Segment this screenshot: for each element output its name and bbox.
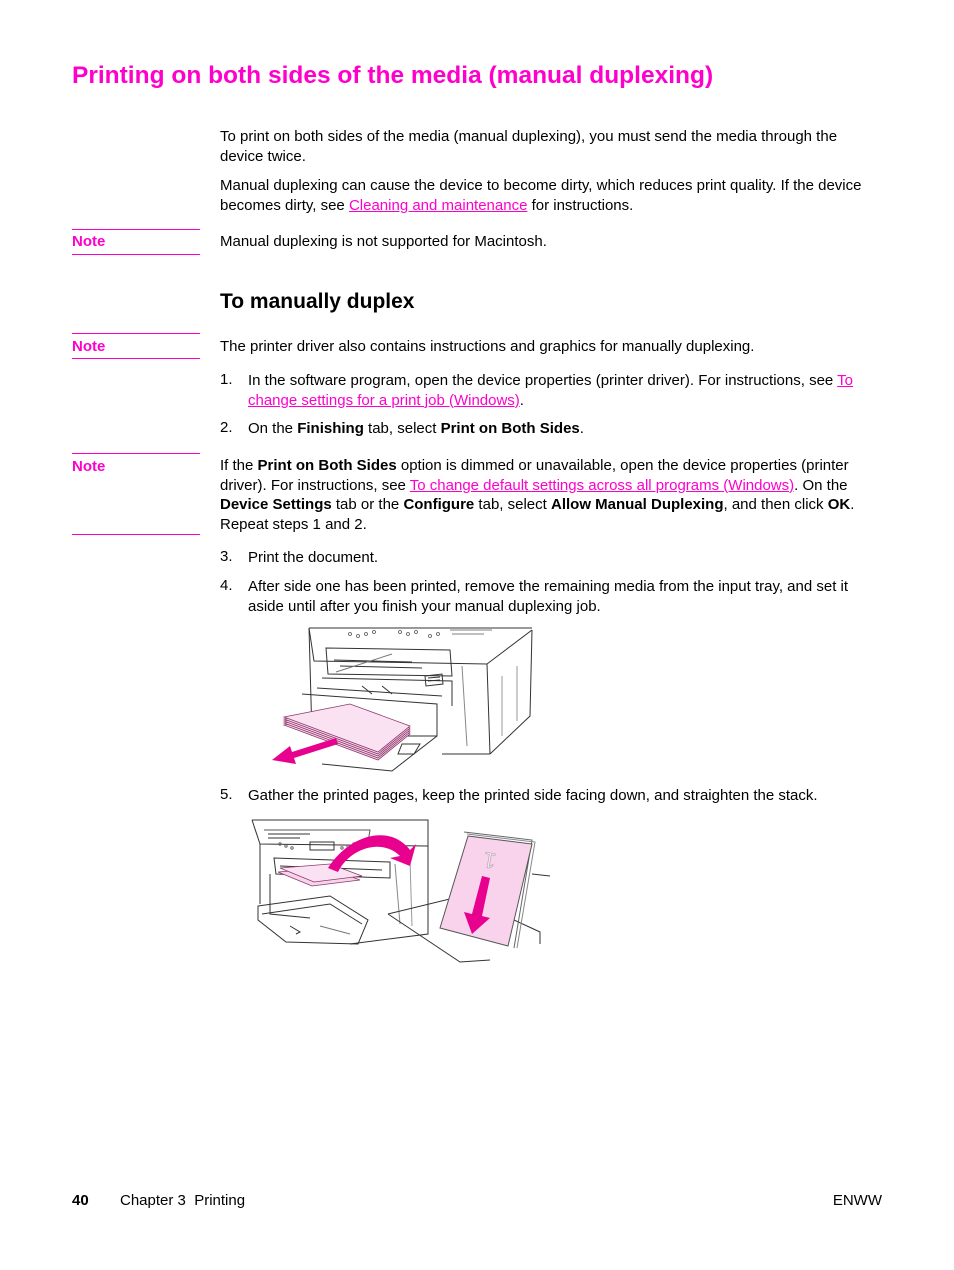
note-rule-top — [72, 229, 200, 230]
intro-text-end: for instructions. — [527, 196, 634, 214]
note-text — [220, 456, 884, 534]
device-settings-tab-name: Device Settings — [220, 496, 332, 513]
step-text-part: tab, select — [363, 420, 441, 437]
step-number: 2. — [220, 419, 233, 436]
note-text-part: , and then click — [723, 496, 828, 513]
intro-text: Manual duplexing can cause the device to become dirty, which reduces print quality. If the device becomes dirty, see — [220, 177, 862, 214]
footer-page-number: 40 — [72, 1192, 89, 1209]
intro-paragraph-1: To print on both sides of the media (manual duplexing), you must send the media through the device twice. — [220, 128, 838, 165]
note-text-part: . Repeat steps 1 and 2. — [220, 496, 855, 533]
note-label: Note — [72, 233, 106, 250]
remove-media-illustration — [262, 626, 537, 776]
note-rule-bottom — [72, 534, 200, 535]
section-heading: To manually duplex — [220, 290, 415, 313]
note-text: The printer driver also contains instructions and graphics for manually duplexing. — [220, 338, 755, 355]
page-title: Printing on both sides of the media (manual duplexing) — [72, 62, 714, 89]
step-number: 5. — [220, 786, 233, 803]
intro-paragraph-2 — [220, 176, 884, 215]
step-number: 1. — [220, 371, 233, 388]
note-text-part: tab or the — [331, 496, 404, 513]
note-label: Note — [72, 458, 106, 475]
print-job-settings-link[interactable]: To change settings for a print job (Windows) — [248, 372, 854, 409]
note-rule-top — [72, 453, 200, 454]
step-number: 3. — [220, 548, 233, 565]
note-text-part: If the — [220, 457, 258, 474]
step-text-part: . — [519, 391, 524, 409]
allow-manual-duplexing-option: Allow Manual Duplexing — [550, 496, 724, 513]
note-rule-bottom — [72, 358, 200, 359]
cleaning-maintenance-link[interactable]: Cleaning and maintenance — [348, 196, 528, 214]
step-text-part: In the software program, open the device properties (printer driver). For instructions, see — [248, 372, 838, 389]
step-text: After side one has been printed, remove the remaining media from the input tray, and set it aside until after you finish your manual duplexing job. — [248, 578, 849, 615]
finishing-tab-name: Finishing — [297, 420, 364, 437]
step-text-part: . — [579, 420, 584, 437]
step-number: 4. — [220, 577, 233, 594]
note-text: Manual duplexing is not supported for Macintosh. — [220, 233, 547, 250]
step-text — [248, 419, 884, 439]
note-label: Note — [72, 338, 106, 355]
note-rule-top — [72, 333, 200, 334]
print-both-sides-option: Print on Both Sides — [257, 457, 397, 474]
step-text: Gather the printed pages, keep the printed side facing down, and straighten the stack. — [248, 787, 818, 804]
note-text-part: option is dimmed or unavailable, open the device properties (printer driver). For instructions, see — [220, 457, 849, 494]
print-both-sides-option: Print on Both Sides — [440, 420, 580, 437]
note-text-part: . On the — [794, 476, 848, 494]
note-text-part: tab, select — [474, 496, 551, 513]
footer-right-label: ENWW — [832, 1192, 882, 1209]
footer-chapter: Chapter 3 Printing — [120, 1192, 246, 1209]
default-settings-link[interactable]: To change default settings across all programs (Windows) — [409, 476, 795, 494]
step-text — [248, 371, 884, 410]
gather-pages-illustration — [250, 814, 550, 964]
note-rule-bottom — [72, 254, 200, 255]
configure-tab-name: Configure — [403, 496, 475, 513]
step-text-part: On the — [248, 420, 298, 437]
ok-button-name: OK — [827, 496, 851, 513]
page-number-label: 1 — [481, 847, 498, 874]
step-text: Print the document. — [248, 549, 379, 566]
